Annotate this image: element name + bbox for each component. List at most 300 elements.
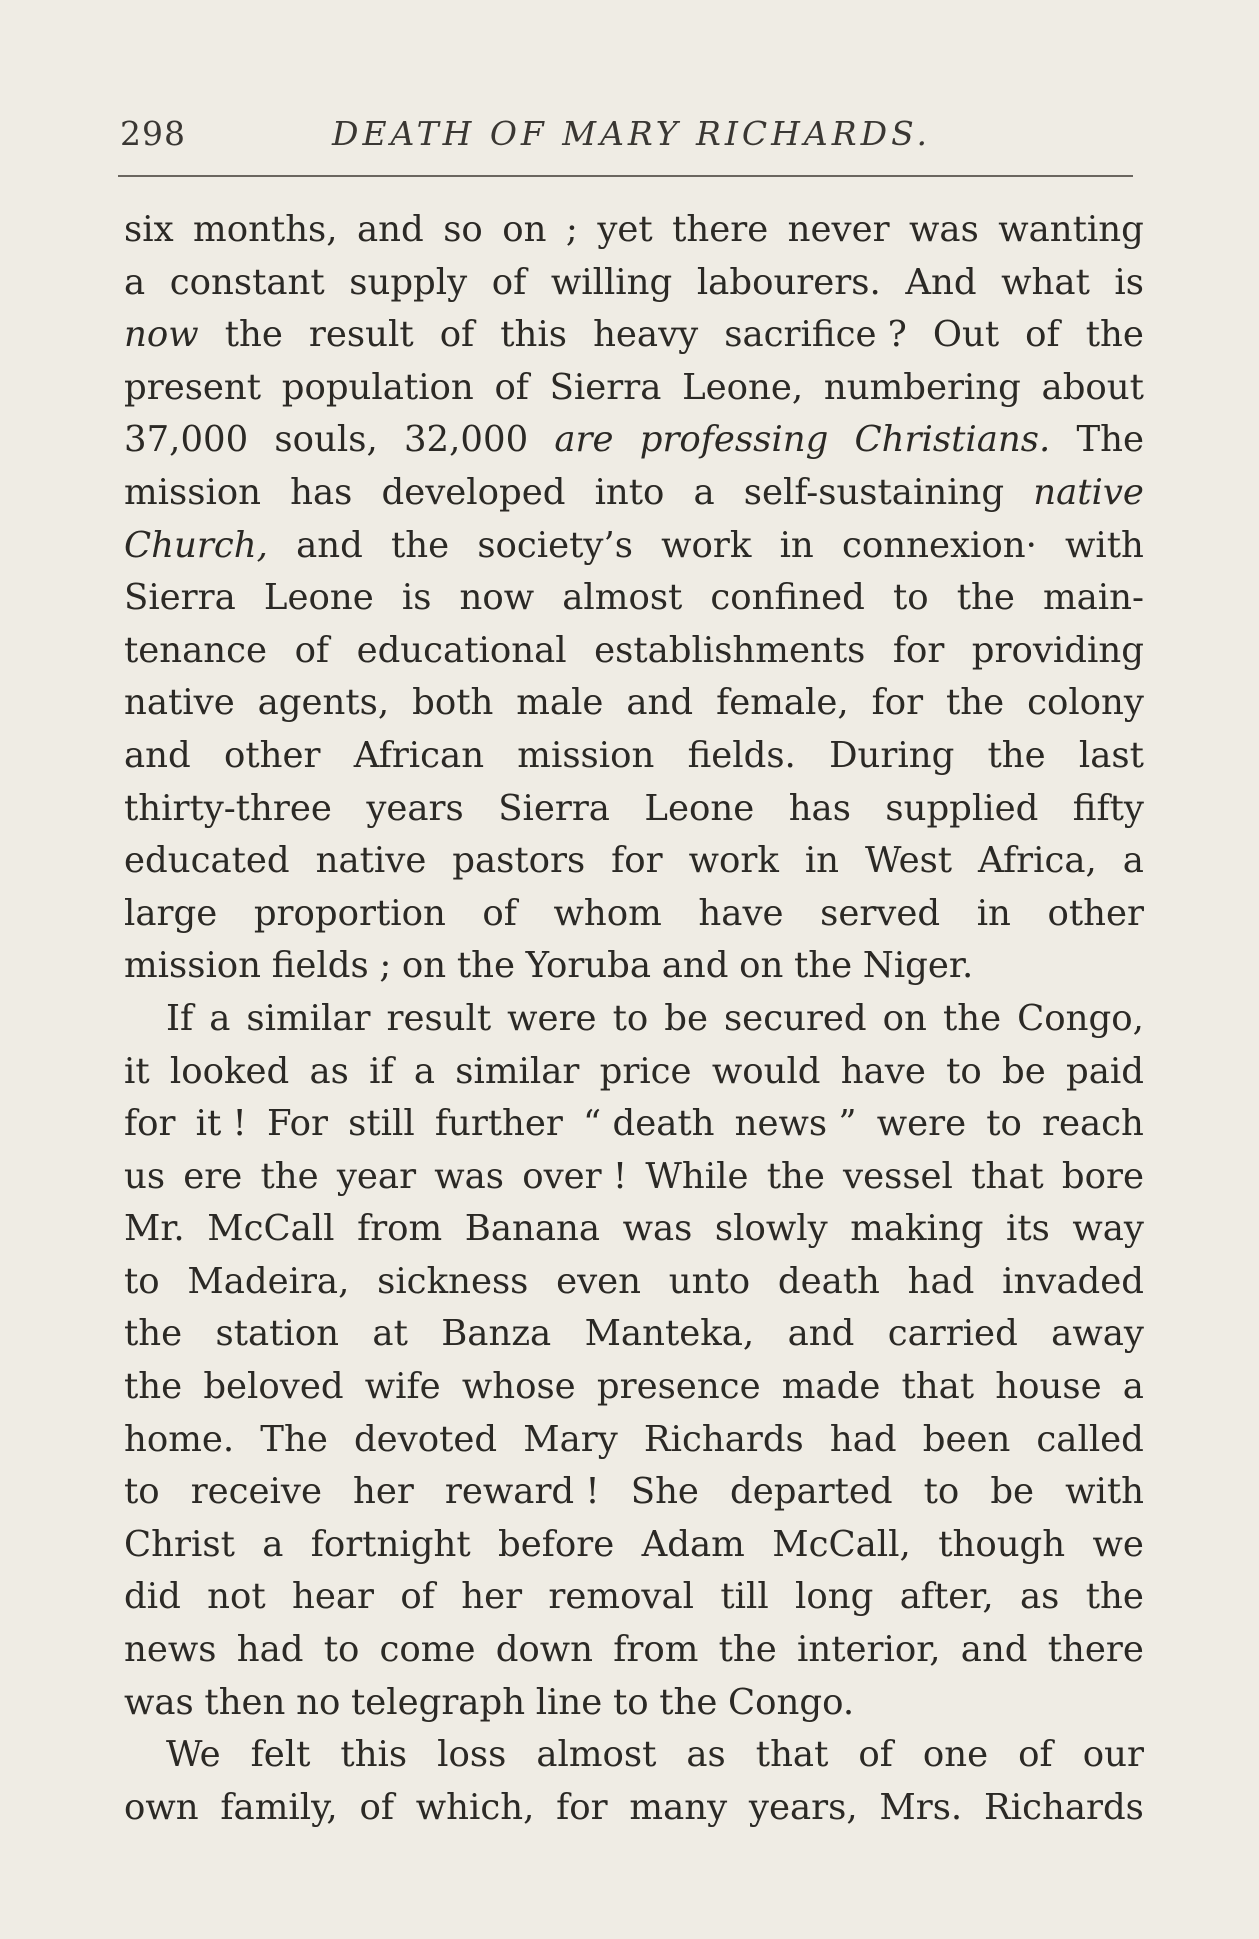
word: to xyxy=(124,1260,160,1302)
word: of xyxy=(491,261,527,303)
word: Yoruba xyxy=(525,945,652,987)
word: of xyxy=(439,314,475,356)
word: in xyxy=(804,840,840,882)
word: educational xyxy=(356,629,567,671)
word: not xyxy=(207,1576,266,1618)
word: the xyxy=(1085,1576,1144,1618)
word: this xyxy=(500,314,567,356)
word: hear xyxy=(292,1576,375,1618)
word: and xyxy=(661,945,729,987)
word: then xyxy=(204,1681,286,1723)
word: never xyxy=(787,209,890,250)
word: as xyxy=(686,1734,726,1776)
word: was xyxy=(124,1681,194,1723)
word: called xyxy=(1036,1418,1144,1460)
word: fields. xyxy=(687,734,796,776)
word: there xyxy=(672,209,769,250)
word: Sierra xyxy=(124,577,236,619)
text-line xyxy=(124,1677,1144,1730)
word: of xyxy=(1018,1734,1053,1776)
word: thirty-three xyxy=(124,787,332,829)
word: reward ! xyxy=(444,1471,600,1513)
word: months, xyxy=(193,209,338,250)
word: bore xyxy=(1061,1155,1144,1197)
word: after, xyxy=(899,1576,994,1618)
word: were xyxy=(507,997,597,1039)
word: a xyxy=(1122,1366,1144,1408)
word: long xyxy=(795,1576,874,1618)
word: has xyxy=(788,787,851,829)
word: whom xyxy=(553,892,662,934)
word: though xyxy=(938,1523,1066,1565)
word: society’s xyxy=(477,524,633,566)
word: the xyxy=(391,524,450,566)
word: family, xyxy=(220,1786,338,1828)
word: that xyxy=(971,1155,1044,1197)
word: tenance xyxy=(124,629,268,671)
word: receive xyxy=(190,1471,322,1513)
word: for xyxy=(124,1103,176,1145)
word: six xyxy=(124,209,174,250)
word: yet xyxy=(597,209,653,250)
word: Mary xyxy=(523,1418,618,1460)
word: vessel xyxy=(843,1155,953,1197)
word: ere xyxy=(183,1155,243,1197)
word: McCall, xyxy=(772,1523,911,1565)
word: She xyxy=(630,1471,699,1513)
word: McCall xyxy=(207,1208,335,1250)
word: if xyxy=(369,1050,394,1092)
word: ; xyxy=(565,209,578,250)
word: at xyxy=(372,1313,408,1355)
word: away xyxy=(1051,1313,1144,1355)
word: souls, xyxy=(274,419,378,461)
word: present xyxy=(124,366,262,408)
word: years, xyxy=(748,1786,858,1828)
word: that xyxy=(901,1366,975,1408)
word: large xyxy=(124,892,218,934)
word: male xyxy=(516,682,604,724)
text-line xyxy=(124,257,1144,310)
word: news ” xyxy=(734,1103,857,1145)
word: unto xyxy=(668,1260,751,1302)
word: establishments xyxy=(594,629,866,671)
text-line xyxy=(124,1466,1144,1519)
text-line xyxy=(124,835,1144,888)
word: The xyxy=(260,1418,328,1460)
word: be xyxy=(990,1471,1035,1513)
word: While xyxy=(645,1155,749,1197)
text-line xyxy=(124,1256,1144,1309)
word: willing xyxy=(550,261,673,303)
text-line xyxy=(124,1308,1144,1361)
word: wanting xyxy=(998,209,1144,250)
word: come xyxy=(379,1629,476,1671)
word: has xyxy=(290,471,353,513)
word: of xyxy=(482,892,517,934)
word: that xyxy=(755,1734,829,1776)
word: our xyxy=(1082,1734,1144,1776)
word: which, xyxy=(415,1786,535,1828)
word: If xyxy=(166,997,194,1039)
word: now xyxy=(459,577,535,619)
text-line xyxy=(124,1361,1144,1414)
word: The xyxy=(1076,419,1144,461)
word: colony xyxy=(1027,682,1144,724)
word: a xyxy=(209,997,231,1039)
word: proportion xyxy=(253,892,446,934)
word: Congo, xyxy=(1017,997,1144,1039)
word: of xyxy=(400,1576,435,1618)
word: fortnight xyxy=(310,1523,471,1565)
word: heavy xyxy=(593,314,699,356)
text-line xyxy=(124,414,1144,467)
word: During xyxy=(829,734,955,776)
word: for xyxy=(892,629,945,671)
word: with xyxy=(1065,1471,1144,1513)
word: to xyxy=(946,1050,982,1092)
word: a xyxy=(693,471,715,513)
word: made xyxy=(781,1366,881,1408)
word: female, xyxy=(716,682,849,724)
word: on xyxy=(739,945,784,987)
word: the xyxy=(766,1155,825,1197)
word: the xyxy=(718,1629,777,1671)
word: for xyxy=(611,840,663,882)
word: native xyxy=(315,840,427,882)
word: of xyxy=(858,1734,893,1776)
word: of xyxy=(1025,314,1060,356)
word: in xyxy=(779,524,814,566)
word: numbering xyxy=(823,366,1021,408)
word: a xyxy=(1122,840,1144,882)
word: before xyxy=(498,1523,615,1565)
word: 32,000 xyxy=(403,419,529,461)
word: departed xyxy=(730,1471,893,1513)
word: loss xyxy=(437,1734,507,1776)
word: death xyxy=(777,1260,880,1302)
word: been xyxy=(922,1418,1011,1460)
word: for xyxy=(556,1786,608,1828)
text-line xyxy=(124,1571,1144,1624)
word: now xyxy=(124,314,199,356)
word: a xyxy=(413,1050,436,1092)
word: telegraph xyxy=(350,1681,526,1723)
word: mission xyxy=(517,734,655,776)
text-line xyxy=(124,362,1144,415)
word: us xyxy=(124,1155,166,1197)
word: result xyxy=(386,997,492,1039)
text-line xyxy=(124,309,1144,362)
word: carried xyxy=(887,1313,1018,1355)
word: fifty xyxy=(1072,787,1144,829)
word: sickness xyxy=(377,1260,529,1302)
word: native xyxy=(124,682,235,724)
word: And xyxy=(905,261,977,303)
body-text xyxy=(124,204,1144,1834)
word: have xyxy=(840,1050,926,1092)
word: had xyxy=(236,1629,304,1671)
word: other xyxy=(1047,892,1144,934)
word: to xyxy=(323,1629,360,1671)
word: house xyxy=(995,1366,1102,1408)
text-line xyxy=(124,1624,1144,1677)
word: to xyxy=(892,577,929,619)
word: to xyxy=(923,1471,960,1513)
word: of xyxy=(359,1786,394,1828)
word: the xyxy=(659,1681,718,1723)
word: was xyxy=(434,1155,505,1197)
text-line xyxy=(124,1203,1144,1256)
text-line xyxy=(124,783,1144,836)
text-line xyxy=(124,1782,1144,1835)
word: about xyxy=(1041,366,1144,408)
word: providing xyxy=(971,629,1144,671)
text-line xyxy=(124,677,1144,730)
word: looked xyxy=(169,1050,290,1092)
word: labourers. xyxy=(696,261,881,303)
word: similar xyxy=(246,997,371,1039)
word: professing xyxy=(639,419,829,461)
word: Leone, xyxy=(682,366,804,408)
word: the xyxy=(260,1155,319,1197)
word: 37,000 xyxy=(124,419,249,461)
page-number: 298 xyxy=(120,114,186,153)
word: station xyxy=(215,1313,340,1355)
page-header xyxy=(120,112,1140,164)
text-line xyxy=(124,204,1144,257)
word: with xyxy=(1065,524,1144,566)
word: almost xyxy=(536,1734,657,1776)
word: last xyxy=(1078,734,1144,776)
word: constant xyxy=(169,261,325,303)
text-line xyxy=(124,1046,1144,1099)
word: for xyxy=(871,682,924,724)
word: her xyxy=(353,1471,414,1513)
word: have xyxy=(698,892,784,934)
text-line xyxy=(124,1729,1144,1782)
text-line xyxy=(124,993,1144,1046)
word: paid xyxy=(1066,1050,1144,1092)
word: population xyxy=(281,366,474,408)
word: so xyxy=(443,209,483,250)
word: devoted xyxy=(353,1418,498,1460)
word: way xyxy=(1072,1208,1144,1250)
text-line xyxy=(124,888,1144,941)
word: Sierra xyxy=(498,787,610,829)
word: pastors xyxy=(452,840,586,882)
word: Adam xyxy=(641,1523,745,1565)
word: till xyxy=(720,1576,769,1618)
word: supplied xyxy=(885,787,1039,829)
word: main- xyxy=(1042,577,1144,619)
word: and xyxy=(124,734,191,776)
word: to xyxy=(612,997,649,1039)
word: the xyxy=(456,945,515,987)
word: were xyxy=(876,1103,967,1145)
word: similar xyxy=(455,1050,580,1092)
word: would xyxy=(711,1050,821,1092)
word: mission xyxy=(124,471,262,513)
word: years xyxy=(366,787,464,829)
word: had xyxy=(907,1260,975,1302)
word: price xyxy=(599,1050,692,1092)
word: almost xyxy=(562,577,683,619)
word: a xyxy=(124,261,146,303)
word: news xyxy=(124,1629,217,1671)
word: Church, xyxy=(124,524,268,566)
word: Christ xyxy=(124,1523,235,1565)
word: educated xyxy=(124,840,290,882)
word: Congo. xyxy=(728,1681,855,1723)
word: on xyxy=(502,209,547,250)
text-line xyxy=(124,940,1144,993)
word: be xyxy=(1002,1050,1046,1092)
word: supply xyxy=(349,261,468,303)
word: the xyxy=(987,734,1046,776)
text-line xyxy=(124,572,1144,625)
word: Mr. xyxy=(124,1208,185,1250)
word: Out xyxy=(932,314,1000,356)
text-line xyxy=(124,625,1144,678)
word: to xyxy=(124,1471,160,1513)
word: Banana xyxy=(464,1208,601,1250)
word: this xyxy=(340,1734,408,1776)
word: result xyxy=(308,314,414,356)
word: over ! xyxy=(522,1155,628,1197)
word: and xyxy=(960,1629,1028,1671)
word: work xyxy=(661,524,752,566)
word: and xyxy=(626,682,694,724)
word: to xyxy=(612,1681,649,1723)
word: “ death xyxy=(583,1103,715,1145)
text-line xyxy=(124,467,1144,520)
word: the xyxy=(124,1366,183,1408)
word: interior, xyxy=(797,1629,941,1671)
word: the xyxy=(793,945,853,987)
word: into xyxy=(594,471,665,513)
word: Christians. xyxy=(854,419,1051,461)
word: is xyxy=(1114,261,1144,303)
word: West xyxy=(864,840,953,882)
word: removal xyxy=(548,1576,695,1618)
word: whose xyxy=(461,1366,576,1408)
word: we xyxy=(1092,1523,1144,1565)
word: many xyxy=(629,1786,728,1828)
word: wife xyxy=(364,1366,441,1408)
word: secured xyxy=(723,997,867,1039)
word: beloved xyxy=(203,1366,344,1408)
word: it ! xyxy=(195,1103,247,1145)
word: there xyxy=(1047,1629,1144,1671)
word: as xyxy=(1019,1576,1060,1618)
word: of xyxy=(294,629,330,671)
text-line xyxy=(124,520,1144,573)
word: her xyxy=(461,1576,523,1618)
word: native xyxy=(1033,471,1144,513)
word: Richards xyxy=(983,1786,1144,1828)
word: ; xyxy=(379,945,392,987)
word: the xyxy=(956,577,1015,619)
word: both xyxy=(412,682,494,724)
text-line xyxy=(124,1098,1144,1151)
text-line xyxy=(124,1151,1144,1204)
word: reach xyxy=(1042,1103,1144,1145)
word: Richards xyxy=(643,1418,804,1460)
word: is xyxy=(401,577,432,619)
word: confined xyxy=(710,577,865,619)
text-line xyxy=(124,1519,1144,1572)
word: one xyxy=(922,1734,989,1776)
word: the xyxy=(124,1313,183,1355)
running-title: DEATH OF MARY RICHARDS. xyxy=(332,114,931,153)
word: developed xyxy=(381,471,566,513)
word: Sierra xyxy=(549,366,662,408)
text-line xyxy=(124,730,1144,783)
word: from xyxy=(613,1629,699,1671)
word: down xyxy=(495,1629,594,1671)
word: Mrs. xyxy=(879,1786,963,1828)
word: felt xyxy=(250,1734,311,1776)
word: to xyxy=(986,1103,1022,1145)
word: are xyxy=(554,419,614,461)
word: served xyxy=(820,892,941,934)
word: and xyxy=(787,1313,855,1355)
word: connexion· xyxy=(841,524,1037,566)
word: We xyxy=(166,1734,221,1776)
word: on xyxy=(401,945,447,987)
word: and xyxy=(357,209,424,250)
word: African xyxy=(353,734,485,776)
word: had xyxy=(829,1418,897,1460)
word: and xyxy=(296,524,363,566)
word: Banza xyxy=(441,1313,552,1355)
word: line xyxy=(535,1681,603,1723)
word: in xyxy=(976,892,1011,934)
word: Leone xyxy=(263,577,374,619)
word: from xyxy=(357,1208,443,1250)
word: the xyxy=(946,682,1005,724)
word: Africa, xyxy=(978,840,1097,882)
word: as xyxy=(309,1050,349,1092)
word: still xyxy=(348,1103,415,1145)
word: did xyxy=(124,1576,181,1618)
word: no xyxy=(296,1681,341,1723)
word: self-sustaining xyxy=(743,471,1005,513)
word: home. xyxy=(124,1418,235,1460)
word: the xyxy=(942,997,1002,1039)
word: work xyxy=(688,840,779,882)
word: making xyxy=(850,1208,984,1250)
word: was xyxy=(622,1208,693,1250)
word: what xyxy=(1001,261,1090,303)
word: on xyxy=(882,997,927,1039)
word: even xyxy=(556,1260,642,1302)
word: slowly xyxy=(714,1208,828,1250)
word: it xyxy=(124,1050,150,1092)
word: the xyxy=(224,314,283,356)
word: the xyxy=(1085,314,1144,356)
word: was xyxy=(909,209,979,250)
word: year xyxy=(336,1155,417,1197)
word: further xyxy=(434,1103,563,1145)
word: Manteka, xyxy=(584,1313,755,1355)
word: fields xyxy=(271,945,369,987)
word: its xyxy=(1006,1208,1050,1250)
word: a xyxy=(262,1523,284,1565)
word: of xyxy=(494,366,529,408)
word: presence xyxy=(596,1366,761,1408)
